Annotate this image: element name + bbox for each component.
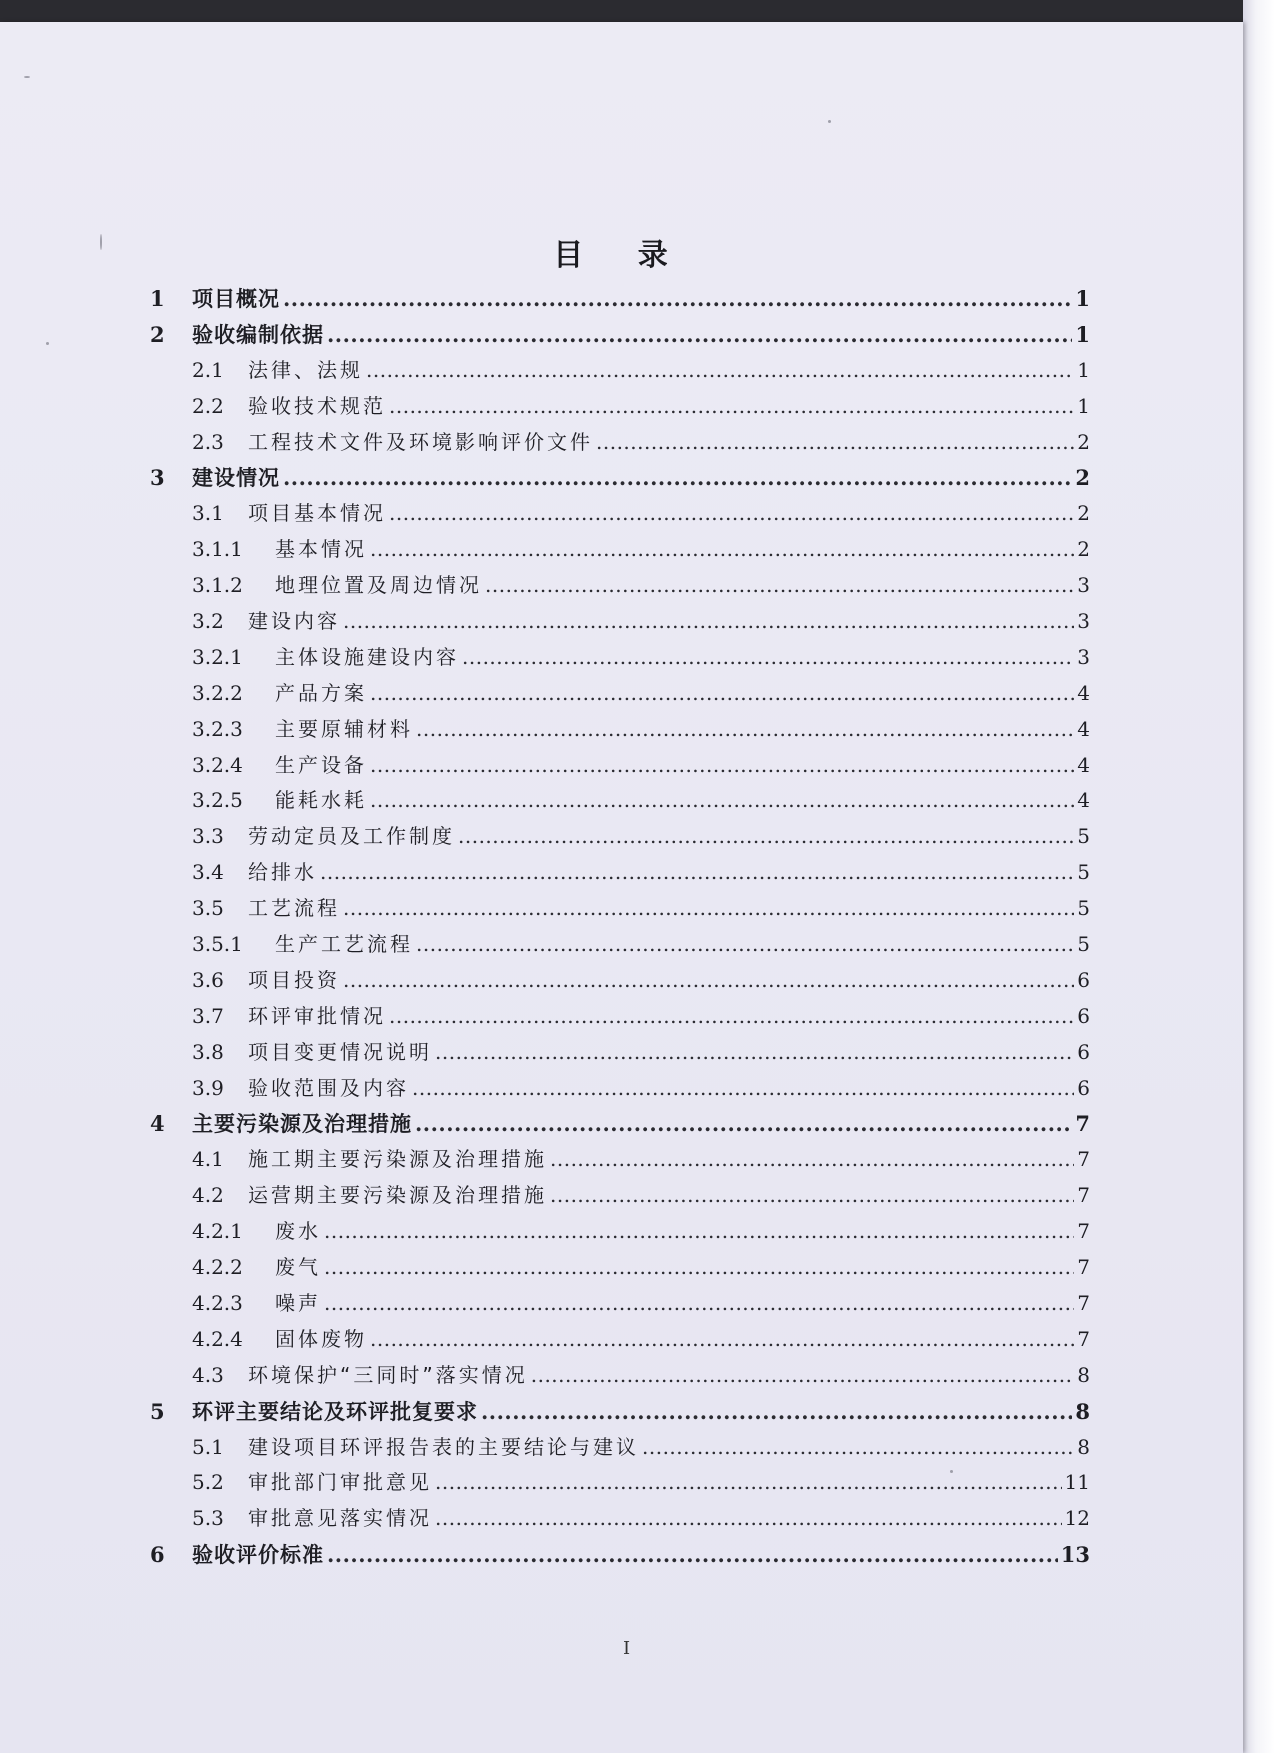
- toc-entry[interactable]: [150, 640, 1090, 676]
- toc-entry-number: 3.3: [192, 824, 224, 849]
- toc-entry-number: 3.5.1: [192, 932, 243, 957]
- toc-entry-number: 4.2.2: [192, 1255, 243, 1280]
- toc-entry[interactable]: [150, 353, 1090, 389]
- toc-entry-number: 2.3: [192, 429, 224, 454]
- toc-entry-page: 6: [1077, 1003, 1090, 1028]
- toc-entry[interactable]: [150, 425, 1090, 461]
- toc-entry[interactable]: [150, 1286, 1090, 1322]
- dot-leader: [416, 712, 1074, 748]
- toc-entry[interactable]: [150, 676, 1090, 712]
- toc-entry-page: 4: [1077, 716, 1090, 741]
- toc-entry-number: 3.2.1: [192, 644, 243, 669]
- toc-entry-label: 废水: [275, 1219, 321, 1244]
- toc-entry-number: 5.3: [192, 1506, 224, 1531]
- dot-leader: [370, 532, 1074, 568]
- dot-leader: [327, 317, 1072, 353]
- toc-entry-page: 2: [1075, 465, 1090, 491]
- toc-entry-label: 项目概况: [192, 287, 280, 311]
- dot-leader: [531, 1358, 1075, 1394]
- toc-entry-label: 主要原辅材料: [275, 716, 413, 741]
- dot-leader: [327, 1537, 1058, 1573]
- toc-entry-number: 2.2: [192, 393, 224, 418]
- toc-entry-label: 工程技术文件及环境影响评价文件: [248, 429, 593, 454]
- toc-entry[interactable]: [150, 604, 1090, 640]
- toc-entry[interactable]: [150, 1178, 1090, 1214]
- toc-entry-label: 法律、法规: [248, 357, 363, 382]
- toc-entry[interactable]: [150, 1214, 1090, 1250]
- page-number: I: [622, 1638, 631, 1659]
- dot-leader: [550, 1142, 1074, 1178]
- toc-entry[interactable]: [150, 999, 1090, 1035]
- toc-entry[interactable]: [150, 496, 1090, 532]
- toc-entry-page: 4: [1077, 680, 1090, 705]
- dot-leader: [283, 460, 1072, 496]
- dot-leader: [415, 1106, 1072, 1142]
- toc-entry-page: 7: [1077, 1326, 1090, 1351]
- toc-entry[interactable]: [150, 963, 1090, 999]
- toc-entry-label: 验收范围及内容: [248, 1075, 409, 1100]
- toc-entry-label: 固体废物: [275, 1326, 367, 1351]
- dot-leader: [389, 999, 1074, 1035]
- toc-entry[interactable]: [150, 1142, 1090, 1178]
- toc-entry-number: 5: [150, 1398, 165, 1424]
- toc-entry-page: 7: [1077, 1147, 1090, 1172]
- toc-entry-label: 项目基本情况: [248, 501, 386, 526]
- toc-entry-page: 3: [1077, 573, 1090, 598]
- toc-entry-label: 项目变更情况说明: [248, 1039, 432, 1064]
- toc-entry-page: 8: [1077, 1434, 1090, 1459]
- toc-entry[interactable]: [150, 1035, 1090, 1071]
- toc-entry-number: 3: [150, 465, 165, 491]
- toc-entry-label: 噪声: [275, 1290, 321, 1315]
- toc-entry-page: 1: [1075, 321, 1090, 347]
- toc-entry-label: 劳动定员及工作制度: [248, 824, 455, 849]
- dot-leader: [324, 1250, 1074, 1286]
- dot-leader: [435, 1501, 1062, 1537]
- dot-leader: [435, 1035, 1074, 1071]
- toc-entry[interactable]: [150, 532, 1090, 568]
- dot-leader: [389, 496, 1074, 532]
- dot-leader: [366, 353, 1074, 389]
- dot-leader: [596, 425, 1074, 461]
- toc-entry-page: 12: [1064, 1506, 1090, 1531]
- toc-entry[interactable]: [150, 819, 1090, 855]
- toc-entry-number: 3.2.4: [192, 752, 243, 777]
- toc-entry-number: 3.5: [192, 896, 224, 921]
- toc-entry-number: 3.1.1: [192, 537, 243, 562]
- table-of-contents: [150, 281, 1090, 1573]
- toc-entry-number: 3.4: [192, 860, 224, 885]
- toc-entry-number: 5.2: [192, 1470, 224, 1495]
- toc-entry-page: 7: [1075, 1111, 1090, 1137]
- toc-entry-number: 2.1: [192, 357, 224, 382]
- dot-leader: [485, 568, 1074, 604]
- toc-entry[interactable]: [150, 317, 1090, 353]
- toc-entry-label: 验收评价标准: [192, 1543, 324, 1568]
- dot-leader: [642, 1430, 1074, 1466]
- toc-entry-label: 建设情况: [192, 466, 280, 491]
- toc-entry-number: 3.2.2: [192, 680, 243, 705]
- dot-leader: [370, 748, 1074, 784]
- toc-entry-number: 4.1: [192, 1147, 224, 1172]
- toc-entry-label: 审批部门审批意见: [248, 1470, 432, 1495]
- toc-entry-page: 7: [1077, 1290, 1090, 1315]
- toc-entry-number: 4.2.1: [192, 1219, 243, 1244]
- dot-leader: [416, 927, 1074, 963]
- toc-entry-page: 1: [1075, 286, 1090, 311]
- toc-entry[interactable]: [150, 1394, 1090, 1430]
- toc-entry[interactable]: [150, 1465, 1090, 1501]
- dot-leader: [481, 1394, 1072, 1430]
- toc-entry-page: 13: [1060, 1542, 1090, 1568]
- toc-entry-label: 生产工艺流程: [275, 932, 413, 957]
- toc-entry-label: 生产设备: [275, 752, 367, 777]
- dot-leader: [283, 281, 1072, 317]
- dot-leader: [389, 389, 1074, 425]
- toc-entry[interactable]: [150, 460, 1090, 496]
- toc-entry-page: 6: [1077, 1075, 1090, 1100]
- toc-entry-label: 验收编制依据: [192, 322, 324, 347]
- toc-entry[interactable]: [150, 1071, 1090, 1107]
- scan-top-edge: [0, 0, 1243, 22]
- toc-entry[interactable]: [150, 1430, 1090, 1466]
- toc-entry-page: 7: [1077, 1255, 1090, 1280]
- dot-leader: [370, 676, 1074, 712]
- toc-entry-number: 3.9: [192, 1075, 224, 1100]
- toc-entry-number: 4.2.3: [192, 1290, 243, 1315]
- toc-entry-label: 主要污染源及治理措施: [192, 1112, 412, 1137]
- toc-entry-label: 工艺流程: [248, 896, 340, 921]
- toc-entry-number: 4.3: [192, 1362, 224, 1387]
- toc-entry-number: 3.2.5: [192, 788, 243, 813]
- toc-entry-label: 项目投资: [248, 967, 340, 992]
- toc-entry-label: 建设内容: [248, 609, 340, 634]
- dot-leader: [550, 1178, 1074, 1214]
- toc-entry-page: 1: [1077, 357, 1090, 382]
- toc-entry-number: 5.1: [192, 1434, 224, 1459]
- toc-entry-number: 3.8: [192, 1039, 224, 1064]
- toc-entry-number: 3.1.2: [192, 573, 243, 598]
- toc-entry[interactable]: [150, 712, 1090, 748]
- toc-entry[interactable]: [150, 1106, 1090, 1142]
- toc-entry-page: 2: [1077, 501, 1090, 526]
- toc-entry[interactable]: [150, 568, 1090, 604]
- toc-entry-label: 运营期主要污染源及治理措施: [248, 1183, 547, 1208]
- toc-entry[interactable]: [150, 389, 1090, 425]
- toc-entry-page: 8: [1075, 1398, 1090, 1424]
- dot-leader: [320, 855, 1074, 891]
- toc-entry-page: 5: [1077, 932, 1090, 957]
- toc-entry[interactable]: [150, 748, 1090, 784]
- toc-entry-label: 审批意见落实情况: [248, 1506, 432, 1531]
- toc-entry-page: 7: [1077, 1183, 1090, 1208]
- toc-entry-page: 6: [1077, 1039, 1090, 1064]
- page-title: 目 录: [553, 238, 690, 273]
- dot-leader: [435, 1465, 1062, 1501]
- toc-entry-label: 主体设施建设内容: [275, 644, 459, 669]
- toc-entry-label: 施工期主要污染源及治理措施: [248, 1147, 547, 1172]
- dot-leader: [412, 1071, 1074, 1107]
- toc-entry-label: 环境保护“三同时”落实情况: [248, 1362, 528, 1387]
- dot-leader: [343, 963, 1074, 999]
- toc-entry-number: 3.6: [192, 967, 224, 992]
- toc-entry-page: 11: [1064, 1470, 1090, 1495]
- toc-entry-label: 基本情况: [275, 537, 367, 562]
- toc-entry[interactable]: [150, 927, 1090, 963]
- dot-leader: [370, 783, 1074, 819]
- toc-entry-page: 2: [1077, 537, 1090, 562]
- toc-entry[interactable]: [150, 1358, 1090, 1394]
- toc-entry-number: 3.2: [192, 609, 224, 634]
- scan-speck: [24, 76, 30, 78]
- toc-entry[interactable]: [150, 783, 1090, 819]
- toc-entry-number: 3.7: [192, 1003, 224, 1028]
- toc-entry[interactable]: [150, 891, 1090, 927]
- toc-entry-label: 环评主要结论及环评批复要求: [192, 1399, 478, 1424]
- toc-entry-page: 3: [1077, 609, 1090, 634]
- toc-entry-page: 4: [1077, 788, 1090, 813]
- toc-entry-page: 5: [1077, 824, 1090, 849]
- toc-entry-label: 废气: [275, 1255, 321, 1280]
- dot-leader: [462, 640, 1074, 676]
- toc-entry-number: 1: [150, 286, 165, 311]
- toc-entry-label: 能耗水耗: [275, 788, 367, 813]
- toc-entry-label: 地理位置及周边情况: [275, 573, 482, 598]
- toc-entry-page: 5: [1077, 896, 1090, 921]
- toc-entry-page: 4: [1077, 752, 1090, 777]
- toc-entry-page: 2: [1077, 429, 1090, 454]
- toc-entry-page: 6: [1077, 967, 1090, 992]
- toc-entry-number: 3.2.3: [192, 716, 243, 741]
- scan-right-edge: [1243, 0, 1275, 1753]
- toc-entry-number: 3.1: [192, 501, 224, 526]
- toc-entry[interactable]: [150, 281, 1090, 317]
- dot-leader: [343, 604, 1074, 640]
- toc-entry-page: 5: [1077, 860, 1090, 885]
- toc-entry-page: 1: [1077, 393, 1090, 418]
- toc-entry-page: 7: [1077, 1219, 1090, 1244]
- toc-entry-page: 8: [1077, 1362, 1090, 1387]
- scan-speck: [828, 120, 831, 123]
- dot-leader: [324, 1286, 1074, 1322]
- toc-entry-label: 验收技术规范: [248, 393, 386, 418]
- dot-leader: [370, 1322, 1074, 1358]
- toc-entry-number: 4: [150, 1111, 165, 1137]
- toc-entry-number: 4.2: [192, 1183, 224, 1208]
- dot-leader: [458, 819, 1074, 855]
- toc-entry-number: 2: [150, 321, 165, 347]
- scan-speck: [46, 342, 49, 345]
- dot-leader: [343, 891, 1074, 927]
- toc-entry-page: 3: [1077, 644, 1090, 669]
- toc-entry[interactable]: [150, 1537, 1090, 1573]
- dot-leader: [324, 1214, 1074, 1250]
- toc-entry-number: 4.2.4: [192, 1326, 243, 1351]
- toc-entry[interactable]: [150, 1322, 1090, 1358]
- toc-entry[interactable]: [150, 1250, 1090, 1286]
- toc-entry-label: 给排水: [248, 860, 317, 885]
- toc-entry-label: 产品方案: [275, 680, 367, 705]
- toc-entry[interactable]: [150, 1501, 1090, 1537]
- toc-entry[interactable]: [150, 855, 1090, 891]
- toc-entry-number: 6: [150, 1542, 165, 1568]
- toc-entry-label: 环评审批情况: [248, 1003, 386, 1028]
- toc-entry-label: 建设项目环评报告表的主要结论与建议: [248, 1434, 639, 1459]
